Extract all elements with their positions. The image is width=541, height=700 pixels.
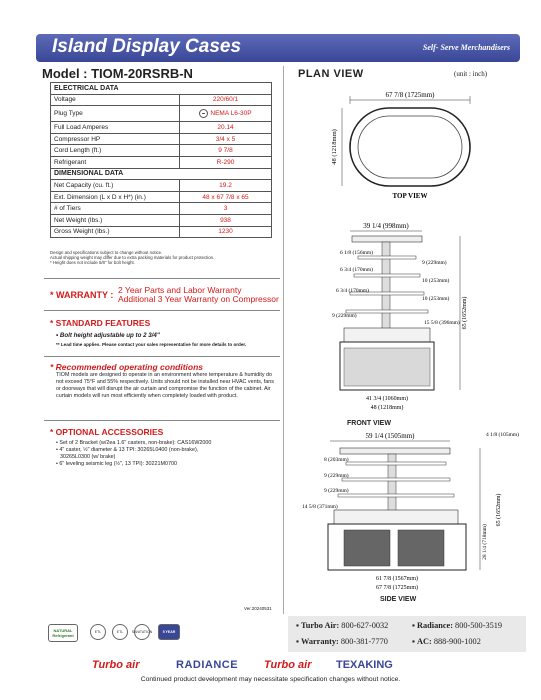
spec-value-plug: [180, 106, 272, 122]
table-row: [51, 214, 272, 226]
spec-value: 3: [180, 203, 272, 215]
divider: [44, 420, 280, 421]
front-view-drawing: [310, 216, 530, 416]
table-row: [51, 203, 272, 215]
operating-conditions-text: TIOM models are designed to operate in an environment where temperature & humidity do not exceed 75°F and 55% respectively. Units should not be installed near HVAC vents, fans or doorways that will disrupt the air curtain and compromise the function of the cabinet. Air curtain models will run most efficiently when completely loaded with product.: [56, 372, 275, 399]
spec-label: Gross Weight (lbs.): [51, 226, 180, 238]
spec-value: 220/60/1: [180, 94, 272, 106]
spec-label: Cord Length (ft.): [51, 145, 180, 157]
dimensional-heading: DIMENSIONAL DATA: [51, 168, 272, 180]
note-line: Actual shipping weight may differ due to extra packing materials for product protection.: [50, 255, 215, 261]
note-line: Design and specifications subject to change without notice.: [50, 250, 163, 255]
dim-label: 9 (229mm): [324, 488, 349, 494]
model-number: Model : TIOM-20RSRB-N: [42, 66, 193, 81]
natural-refrigerant-logo: NATURAL Refrigerant: [48, 624, 78, 642]
warranty-text: [118, 286, 279, 304]
dim-label: 10 (253mm): [422, 296, 450, 302]
spec-label: Voltage: [51, 94, 180, 106]
spec-value: NEMA L6-30P: [210, 110, 252, 118]
front-top-width-label: 39 1/4 (998mm): [363, 222, 409, 230]
dim-label: 10 (253mm): [422, 278, 450, 284]
side-view-label: SIDE VIEW: [380, 596, 417, 603]
five-year-warranty-badge: 5 YEAR: [158, 624, 180, 640]
footer-disclaimer: Continued product development may necessitate specification changes without notice.: [140, 676, 401, 683]
table-row: [51, 145, 272, 157]
dim-label: 15 5/8 (396mm): [424, 320, 460, 326]
spec-label: Compressor HP: [51, 133, 180, 145]
top-width-label: 67 7/8 (1725mm): [385, 91, 435, 99]
standard-features-title: * STANDARD FEATURES: [50, 318, 151, 328]
side-lower-height-label: 28 1/4 (718mm): [482, 524, 488, 560]
front-base-label: 41 3/4 (1060mm): [366, 396, 408, 402]
divider: [44, 278, 280, 279]
grille-right: [398, 530, 444, 566]
spec-label: Full Load Amperes: [51, 122, 180, 134]
feature-item: • Bolt height adjustable up to 2 3/4": [56, 332, 160, 339]
list-item: • 6" leveling seismic leg (½", 13 TPI): 30221M0700: [56, 461, 177, 467]
side-top-width-label: 59 1/4 (1505mm): [365, 432, 415, 440]
phone-number[interactable]: 800-381-7770: [340, 637, 388, 646]
dim-label: 6 1/8 (156mm): [340, 250, 373, 256]
dim-label: 6 3/4 (170mm): [336, 288, 369, 294]
feature-note: ** Lead time applies. Please contact your sales representative for more details to order.: [56, 342, 247, 347]
side-overall-label: 67 7/8 (1725mm): [376, 585, 418, 591]
base-panel: [344, 348, 430, 386]
texaking-logo: TEXAKING: [336, 659, 393, 671]
side-base-label: 61 7/8 (1567mm): [376, 576, 418, 582]
top-depth-label: 48 (1218mm): [331, 129, 338, 165]
version-label: Ver.20240531: [244, 606, 272, 611]
spec-label: Plug Type: [51, 106, 180, 122]
standard-features-list: [56, 332, 246, 348]
contact-ac: ▪ AC: 888-900-1002: [412, 637, 481, 646]
spec-label: Refrigerant: [51, 156, 180, 168]
spec-label: Net Capacity (cu. ft.): [51, 180, 180, 192]
header-banner: [36, 34, 520, 62]
grille-left: [344, 530, 390, 566]
contact-warranty: ▪ Warranty: 800-381-7770: [296, 637, 388, 646]
front-overall-label: 48 (1218mm): [370, 405, 404, 411]
sanitation-logo: SANITATION: [134, 624, 150, 640]
divider: [44, 310, 280, 311]
warranty-line: Additional 3 Year Warranty on Compressor: [118, 294, 279, 304]
operating-conditions-title: * Recommended operating conditions: [50, 362, 204, 372]
case-outline: [350, 108, 470, 186]
spec-notes: [50, 250, 214, 266]
spec-label: Net Weight (lbs.): [51, 214, 180, 226]
plug-icon: [199, 109, 208, 118]
spec-value: 9 7/8: [180, 145, 272, 157]
front-height-label: 65 (1652mm): [462, 296, 468, 330]
spec-value: 938: [180, 214, 272, 226]
side-view-drawing: [300, 430, 530, 600]
contact-label: Warranty:: [301, 637, 339, 646]
spec-table: [50, 82, 272, 238]
list-item: 30265L0300 (w/ brake): [60, 454, 116, 460]
warranty-label: * WARRANTY :: [50, 290, 114, 300]
optional-accessories-list: [56, 440, 211, 468]
list-item: • Set of 2 Bracket (w/2ea 1.6" casters, non-brake): CAS16W2000: [56, 440, 212, 446]
brand-bar: [0, 656, 541, 676]
unit-label: (unit : inch): [454, 70, 488, 78]
contact-turbo-air: ▪ Turbo Air: 800-627-0032: [296, 621, 389, 630]
front-view-label: FRONT VIEW: [347, 420, 391, 427]
table-row: [51, 226, 272, 238]
dim-label: 8 (203mm): [324, 457, 349, 463]
side-height-label: 65 (1652mm): [496, 493, 502, 527]
table-row: [51, 94, 272, 106]
spec-value: R-290: [180, 156, 272, 168]
contact-radiance: ▪ Radiance: 800-500-3519: [412, 621, 503, 630]
warranty-line: 2 Year Parts and Labor Warranty: [118, 285, 242, 295]
canopy: [340, 448, 450, 454]
spec-value: 3/4 x 5: [180, 133, 272, 145]
etl-sanitation-logo: ETL: [112, 624, 128, 640]
spec-label: Ext. Dimension (L x D x H*) (in.): [51, 191, 180, 203]
phone-number[interactable]: 888-900-1002: [433, 637, 481, 646]
dim-label: 9 (229mm): [332, 313, 357, 319]
optional-accessories-title: * OPTIONAL ACCESSORIES: [50, 427, 164, 437]
spec-value: 1230: [180, 226, 272, 238]
side-right-small-label: 4 1/8 (105mm): [486, 432, 519, 438]
etl-logo: ETL: [90, 624, 106, 640]
plan-view-title: PLAN VIEW: [298, 68, 364, 80]
top-view-label: TOP VIEW: [392, 192, 428, 200]
spec-label: # of Tiers: [51, 203, 180, 215]
dim-label: 14 5/8 (371mm): [302, 504, 338, 510]
column-divider: [283, 66, 284, 614]
table-row: [51, 122, 272, 134]
dim-label: 9 (229mm): [422, 260, 447, 266]
table-row: [51, 156, 272, 168]
dim-label: 9 (229mm): [324, 473, 349, 479]
spec-value: 20.14: [180, 122, 272, 134]
electrical-heading: ELECTRICAL DATA: [51, 83, 272, 95]
contact-label: Radiance:: [417, 621, 453, 630]
canopy: [352, 236, 422, 242]
dim-label: 6 3/4 (170mm): [340, 267, 373, 273]
top-view-drawing: [320, 80, 520, 210]
contact-box: [288, 616, 526, 652]
contact-label: Turbo Air:: [301, 621, 340, 630]
table-row: [51, 180, 272, 192]
table-row: [51, 191, 272, 203]
list-item: • 4" caster, ½" diameter & 13 TPI: 30265L0400 (non-brake),: [56, 447, 199, 453]
radiance-logo: RADIANCE: [176, 659, 239, 671]
table-row: [51, 106, 272, 122]
turbo-air-logo: Turbo air: [92, 659, 140, 671]
phone-number[interactable]: 800-500-3519: [455, 621, 503, 630]
divider: [44, 356, 280, 357]
phone-number[interactable]: 800-627-0032: [341, 621, 389, 630]
turbo-air-logo-2: Turbo air: [264, 659, 312, 671]
page-title: Island Display Cases: [52, 36, 242, 57]
spec-value: 19.2: [180, 180, 272, 192]
contact-label: AC:: [417, 637, 432, 646]
note-line: * Height does not include 5/8" for bolt height.: [50, 260, 135, 266]
spec-value: 48 x 67 7/8 x 65: [180, 191, 272, 203]
page-subtitle: Self- Serve Merchandisers: [422, 43, 510, 52]
table-row: [51, 133, 272, 145]
